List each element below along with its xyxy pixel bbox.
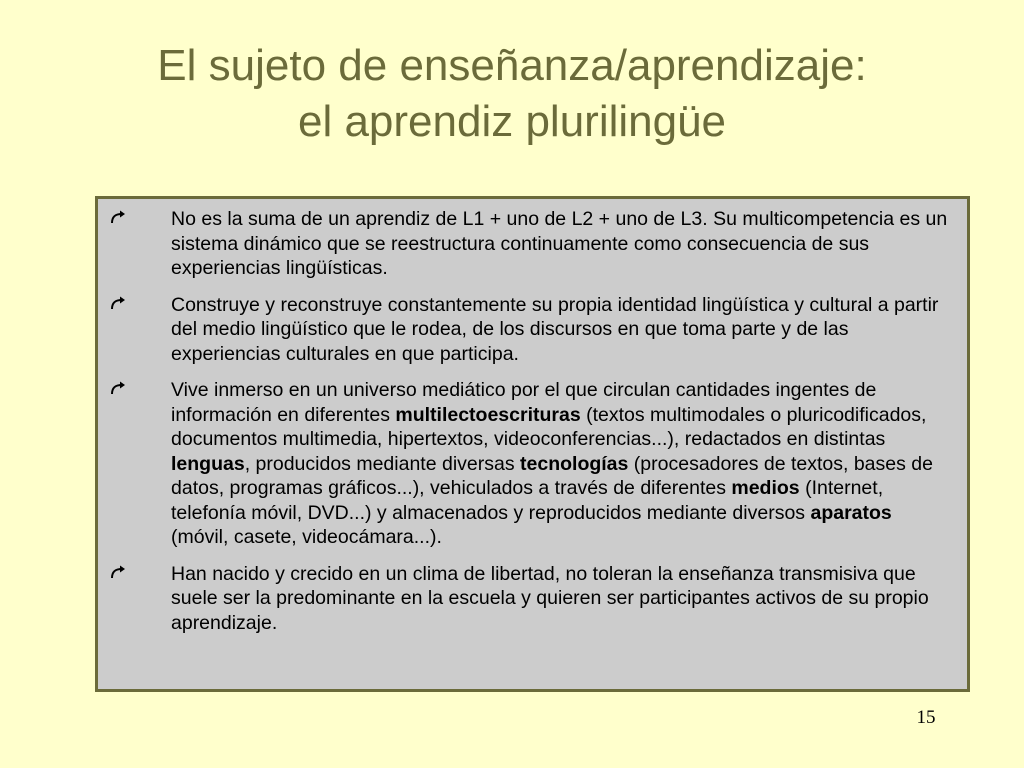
bullet-bold-term: medios	[731, 477, 800, 499]
bullet-item	[98, 293, 967, 367]
bullet-text	[171, 207, 953, 281]
bullet-bold-term: multilectoescrituras	[395, 403, 581, 426]
bullet-list	[98, 207, 967, 647]
curved-arrow-icon	[110, 379, 128, 397]
bullet-text-segment: , producidos mediante diversas	[244, 452, 521, 475]
bullet-text-segment: No es la suma de un aprendiz de L1 + uno de L2 + uno de L3. Su multicompetencia es un sistema dinámico que se reestructura continuamente como consecuencia de sus experiencias lingüísticas.	[171, 208, 948, 279]
bullet-item	[98, 562, 967, 636]
curved-arrow-icon	[110, 294, 128, 312]
bullet-text-segment: (textos multimodales o pluricodificados, documentos multimedia, hipertextos, videoconferencias...), redactados en distintas	[171, 403, 927, 450]
curved-arrow-icon	[110, 208, 128, 226]
curved-arrow-icon	[110, 563, 128, 581]
bullet-text-segment: Vive inmerso en un universo mediático por el que circulan cantidades ingentes de información en diferentes	[171, 379, 877, 426]
bullet-item	[98, 378, 967, 550]
bullet-text	[171, 378, 953, 550]
bullet-text-segment: Construye y reconstruye constantemente su propia identidad lingüística y cultural a partir del medio lingüístico que le rodea, de los discursos en que toma parte y de las experiencias culturales en que participa.	[171, 293, 939, 365]
content-box	[95, 196, 970, 692]
bullet-item	[98, 207, 967, 281]
bullet-text-segment: (procesadores de textos, bases de datos, programas gráficos...), vehiculados a través de diferentes	[171, 452, 933, 499]
slide-title-line-2: el aprendiz plurilingüe	[297, 97, 727, 146]
bullet-bold-term: aparatos	[810, 501, 892, 524]
slide-title	[0, 38, 1024, 150]
bullet-text	[171, 293, 953, 367]
bullet-text-segment: Han nacido y crecido en un clima de libertad, no toleran la enseñanza transmisiva que suele ser la predominante en la escuela y quieren ser participantes activos de su propio aprendizaje.	[171, 562, 929, 634]
bullet-text-segment: (móvil, casete, videocámara...).	[171, 526, 442, 548]
bullet-bold-term: lenguas	[171, 452, 245, 475]
bullet-text	[171, 562, 953, 636]
slide-title-line-1: El sujeto de enseñanza/aprendizaje:	[157, 41, 867, 90]
page-number: 15	[916, 707, 936, 728]
bullet-text-segment: (Internet, telefonía móvil, DVD...) y almacenados y reproducidos mediante diversos	[171, 477, 884, 524]
bullet-bold-term: tecnologías	[520, 452, 629, 475]
